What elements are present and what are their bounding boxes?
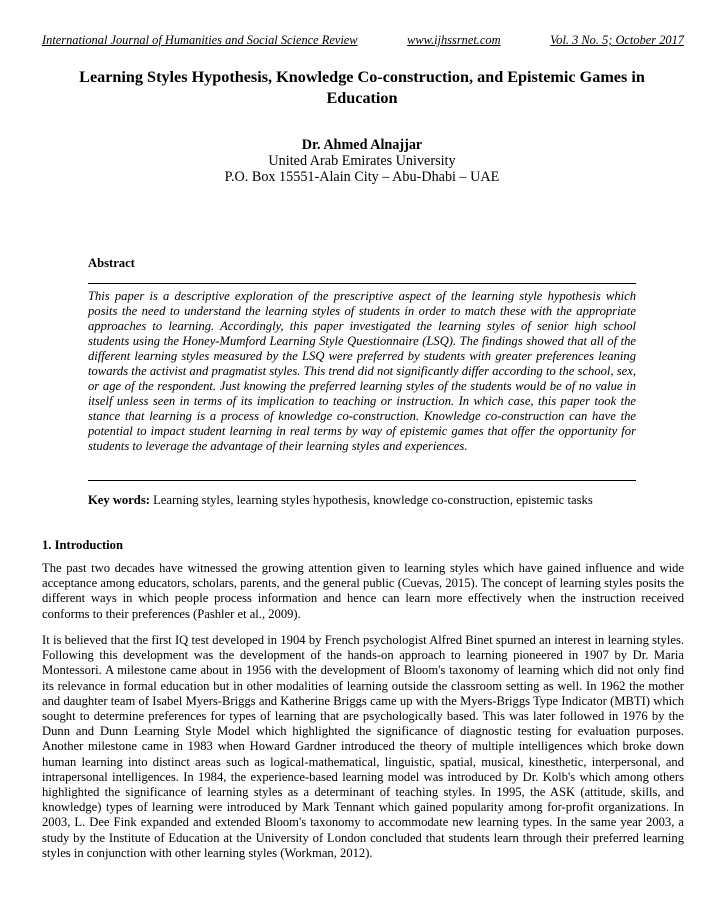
author-block (42, 137, 682, 185)
section-heading: 1. Introduction (42, 538, 123, 552)
keywords-text: Learning styles, learning styles hypothesis, knowledge co-construction, epistemic tasks (153, 493, 593, 507)
abstract-heading: Abstract (88, 256, 135, 270)
author-address: P.O. Box 15551-Alain City – Abu-Dhabi – UAE (224, 169, 500, 185)
body-paragraph-2: It is believed that the first IQ test developed in 1904 by French psychologist Alfred Binet spurned an interest in learning styles. Following this development was the development of the hands-on approach to learning pioneered in 1907 by Dr. Maria Montessori. A milestone came about in 1956 with the development of Bloom's taxonomy of learning which did not only find its relevance in formal education but in other modalities of learning outside the classroom setting as well. In 1962 the mother and daughter team of Isabel Myers-Briggs and Katherine Briggs came up with the Myers-Briggs Type Indicator (MBTI) which sought to determine preferences for types of learning that are psychologically based. This was later followed in 1976 by the Dunn and Dunn Learning Style Model which highlighted the significance of diagnostic testing for evaluation purposes. Another milestone came in 1983 when Howard Gardner introduced the theory of multiple intelligences which broke down human learning into distinct areas such as logical-mathematical, linguistic, spatial, musical, kinesthetic, interpersonal, and intrapersonal intelligences. In 1984, the experience-based learning model was introduced by Dr. Kolb's which among others highlighted the significance of learning styles as a determinant of teaching styles. In 1995, the ASK (attitude, skills, and knowledge) types of learning were introduced by Mark Tennant which gained popularity among for-profit organizations. In 2003, L. Dee Fink expanded and extended Bloom's taxonomy to accommodate new learning types. In the same year 2003, a study by the Institute of Education at the University of London concluded that students learn through their preferred learning styles in conjunction with other learning styles (Workman, 2012). (42, 633, 684, 860)
abstract-bottom-rule (88, 480, 636, 481)
author-affiliation: United Arab Emirates University (268, 153, 456, 169)
journal-name: International Journal of Humanities and Social Science Review (42, 33, 358, 47)
journal-issue: Vol. 3 No. 5; October 2017 (550, 33, 684, 47)
keywords (88, 493, 636, 508)
author-name: Dr. Ahmed Alnajjar (301, 137, 423, 153)
paper-title: Learning Styles Hypothesis, Knowledge Co-construction, and Epistemic Games in Education (79, 68, 645, 107)
running-header (42, 33, 684, 49)
abstract-top-rule (88, 283, 636, 284)
keywords-label: Key words: (88, 493, 150, 507)
journal-url[interactable]: www.ijhssrnet.com (407, 33, 501, 47)
body-paragraph-1: The past two decades have witnessed the growing attention given to learning styles which have gained influence and wide acceptance among educators, scholars, parents, and the general public (Cuevas, 2015). The concept of learning styles posits the different ways in which people process information and hence can learn more effectively when the instruction received conforms to their preferences (Pashler et al., 2009). (42, 561, 684, 621)
abstract-text: This paper is a descriptive exploration of the prescriptive aspect of the learning style hypothesis which posits the need to understand the learning styles of students in order to match these with the appropriate approaches to learning. Accordingly, this paper investigated the learning styles of senior high school students using the Honey-Mumford Learning Style Questionnaire (LSQ). The findings showed that all of the different learning styles measured by the LSQ were preferred by students with greater preferences leaning towards the activist and pragmatist styles. This trend did not significantly differ according to the school, sex, or age of the respondent. Just knowing the preferred learning styles of the students would be of no value in itself unless seen in terms of its implication to teaching or instruction. In which case, this paper took the stance that learning is a process of knowledge co-construction. Knowledge co-construction can have the potential to impact student learning in real terms by way of epistemic games that offer the opportunity for students to leverage the advantage of their learning styles and experiences. (88, 289, 636, 453)
